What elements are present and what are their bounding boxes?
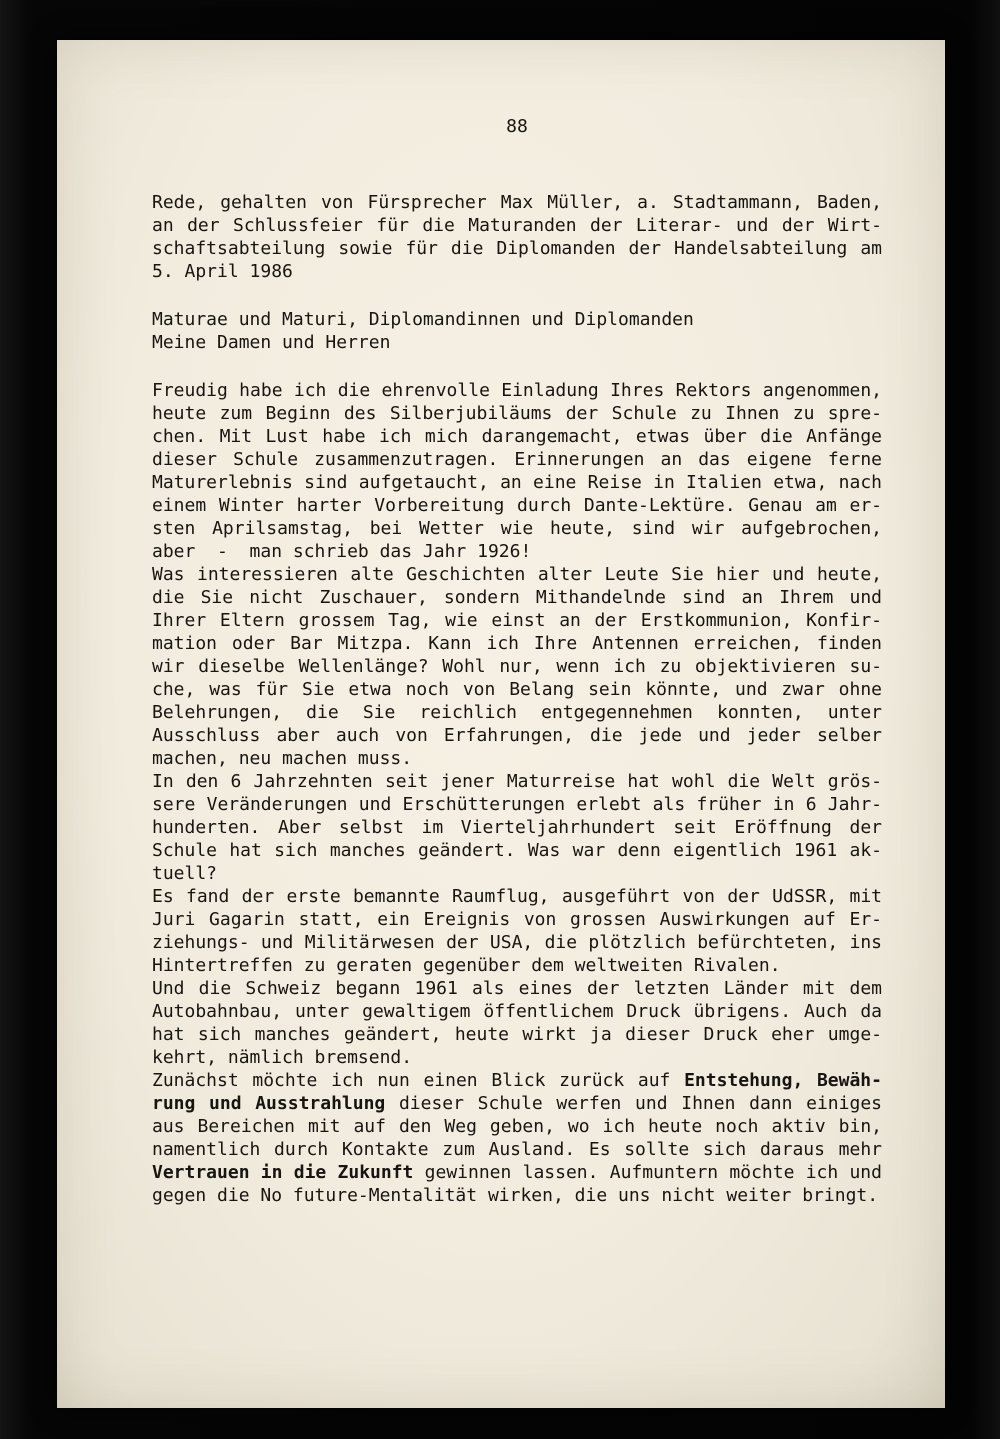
text-line [152, 816, 882, 839]
text-line [152, 655, 882, 678]
text-segment: Rede, gehalten von Fürsprecher Max Müller, a. Stadtammann, Baden, [152, 192, 882, 213]
text-segment: schaftsabteilung sowie für die Diplomanden der Handelsabteilung am [152, 238, 882, 259]
paragraph [152, 885, 882, 977]
bold-text-segment: Vertrauen in die Zukunft [152, 1162, 414, 1183]
text-line [152, 1138, 882, 1161]
text-line [152, 793, 882, 816]
text-line [152, 1092, 882, 1115]
text-segment: chen. Mit Lust habe ich mich darangemacht, etwas über die Anfänge [152, 426, 882, 447]
text-line [152, 701, 882, 724]
text-segment: Maturerlebnis sind aufgetaucht, an eine Reise in Italien etwa, nach [152, 472, 882, 493]
text-line [152, 331, 882, 354]
text-line [152, 954, 882, 977]
text-line [152, 1000, 882, 1023]
text-line [152, 237, 882, 260]
text-line [152, 586, 882, 609]
text-line [152, 908, 882, 931]
text-segment: Meine Damen und Herren [152, 332, 391, 353]
text-segment: namentlich durch Kontakte zum Ausland. Es sollte sich daraus mehr [152, 1139, 882, 1160]
text-segment: gewinnen lassen. Aufmuntern möchte ich und [413, 1162, 882, 1183]
text-segment: Maturae und Maturi, Diplomandinnen und Diplomanden [152, 309, 694, 330]
text-line [152, 862, 882, 885]
text-segment: tuell? [152, 863, 218, 884]
text-segment: kehrt, nämlich bremsend. [152, 1047, 413, 1068]
text-line [152, 724, 882, 747]
text-line [152, 632, 882, 655]
bold-text-segment: rung und Ausstrahlung [152, 1093, 386, 1114]
text-segment: Ihrer Eltern grossem Tag, wie einst an der Erstkommunion, Konfir- [152, 610, 882, 631]
paragraph [152, 308, 882, 354]
text-segment: heute zum Beginn des Silberjubiläums der Schule zu Ihnen zu spre- [152, 403, 882, 424]
text-line [152, 379, 882, 402]
text-line [152, 448, 882, 471]
text-line [152, 747, 882, 770]
text-line [152, 885, 882, 908]
text-line [152, 770, 882, 793]
text-segment: In den 6 Jahrzehnten seit jener Maturreise hat wohl die Welt grös- [152, 771, 882, 792]
text-line [152, 678, 882, 701]
text-segment: aus Bereichen mit auf den Weg geben, wo ich heute noch aktiv bin, [152, 1116, 882, 1137]
paragraph [152, 563, 882, 770]
text-segment: Es fand der erste bemannte Raumflug, ausgeführt von der UdSSR, mit [152, 886, 882, 907]
text-line [152, 260, 882, 283]
text-segment: Belehrungen, die Sie reichlich entgegennehmen konnten, unter [152, 702, 882, 723]
text-line [152, 540, 882, 563]
paragraph [152, 379, 882, 563]
text-line [152, 1184, 882, 1207]
text-line [152, 425, 882, 448]
bold-text-segment: Entstehung, Bewäh- [684, 1070, 882, 1091]
text-segment: machen, neu machen muss. [152, 748, 413, 769]
text-line [152, 931, 882, 954]
text-segment: ziehungs- und Militärwesen der USA, die plötzlich befürchteten, ins [152, 932, 882, 953]
text-line [152, 1046, 882, 1069]
text-segment: Ausschluss aber auch von Erfahrungen, die jede und jeder selber [152, 725, 882, 746]
text-block [152, 191, 882, 1207]
text-segment: 5. April 1986 [152, 261, 293, 282]
text-segment: mation oder Bar Mitzpa. Kann ich Ihre Antennen erreichen, finden [152, 633, 882, 654]
text-line [152, 517, 882, 540]
text-line [152, 1069, 882, 1092]
text-segment: Freudig habe ich die ehrenvolle Einladung Ihres Rektors angenommen, [152, 380, 882, 401]
text-line [152, 402, 882, 425]
text-line [152, 191, 882, 214]
text-segment: dieser Schule zusammenzutragen. Erinnerungen an das eigene ferne [152, 449, 882, 470]
document-page [57, 40, 945, 1408]
text-line [152, 471, 882, 494]
text-segment: Was interessieren alte Geschichten alter Leute Sie hier und heute, [152, 564, 882, 585]
text-segment: sere Veränderungen und Erschütterungen erlebt als früher in 6 Jahr- [152, 794, 882, 815]
text-line [152, 1023, 882, 1046]
text-segment: Schule hat sich manches geändert. Was war denn eigentlich 1961 ak- [152, 840, 882, 861]
text-segment: Autobahnbau, unter gewaltigem öffentlichem Druck übrigens. Auch da [152, 1001, 882, 1022]
text-segment: sten Aprilsamstag, bei Wetter wie heute, sind wir aufgebrochen, [152, 518, 882, 539]
text-line [152, 1161, 882, 1184]
text-segment: Und die Schweiz begann 1961 als eines der letzten Länder mit dem [152, 978, 882, 999]
text-segment: Hintertreffen zu geraten gegenüber dem weltweiten Rivalen. [152, 955, 781, 976]
text-segment: aber - man schrieb das Jahr 1926! [152, 541, 532, 562]
text-segment: che, was für Sie etwa noch von Belang sein könnte, und zwar ohne [152, 679, 882, 700]
paragraph [152, 770, 882, 885]
text-line [152, 977, 882, 1000]
paragraph [152, 1069, 882, 1207]
text-segment: an der Schlussfeier für die Maturanden der Literar- und der Wirt- [152, 215, 882, 236]
text-segment: Zunächst möchte ich nun einen Blick zurück auf [152, 1070, 685, 1091]
text-segment: dieser Schule werfen und Ihnen dann einiges [385, 1093, 882, 1114]
text-line [152, 563, 882, 586]
text-line [152, 494, 882, 517]
text-segment: hat sich manches geändert, heute wirkt ja dieser Druck eher umge- [152, 1024, 882, 1045]
text-line [152, 839, 882, 862]
page-number: 88 [506, 116, 528, 137]
text-line [152, 1115, 882, 1138]
text-line [152, 308, 882, 331]
paragraph [152, 977, 882, 1069]
text-segment: einem Winter harter Vorbereitung durch Dante-Lektüre. Genau am er- [152, 495, 882, 516]
text-segment: hunderten. Aber selbst im Vierteljahrhundert seit Eröffnung der [152, 817, 882, 838]
text-line [152, 609, 882, 632]
text-segment: Juri Gagarin statt, ein Ereignis von grossen Auswirkungen auf Er- [152, 909, 882, 930]
text-line [152, 214, 882, 237]
text-segment: die Sie nicht Zuschauer, sondern Mithandelnde sind an Ihrem und [152, 587, 882, 608]
text-segment: wir dieselbe Wellenlänge? Wohl nur, wenn ich zu objektivieren su- [152, 656, 882, 677]
text-segment: gegen die No future-Mentalität wirken, die uns nicht weiter bringt. [152, 1185, 879, 1206]
paragraph [152, 191, 882, 283]
